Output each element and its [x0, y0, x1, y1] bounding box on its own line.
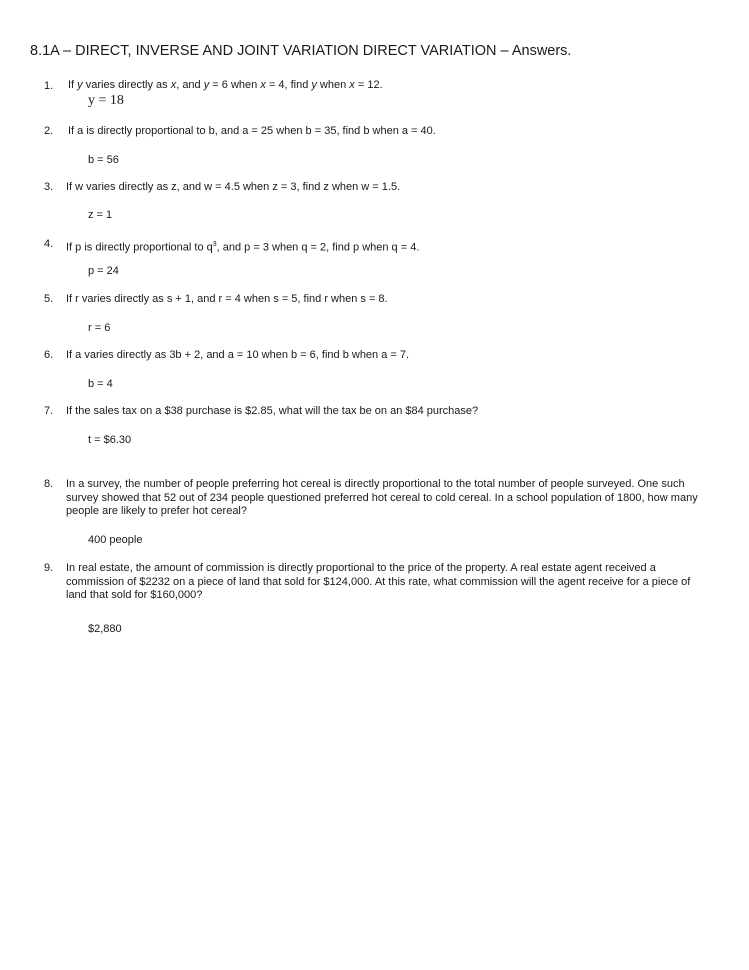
problem-number: 8. [44, 478, 54, 490]
problem-answer: b = 56 [88, 154, 119, 166]
problem-question: In real estate, the amount of commission is directly proportional to the price of the property. A real estate agent received a commission of $2232 on a piece of land that sold for $124,000. At this rate, what commission will the agent receive for a piece of land that sold for $160,000? [66, 562, 691, 601]
problem-answer: z = 1 [88, 209, 113, 221]
problem-question: In a survey, the number of people preferring hot cereal is directly proportional to the total number of people surveyed. One such survey showed that 52 out of 234 people questioned preferred hot cereal to cold cereal. In a school population of 1800, how many people are likely to prefer hot cereal? [66, 478, 698, 517]
page-title: 8.1A – DIRECT, INVERSE AND JOINT VARIATION DIRECT VARIATION – Answers. [30, 43, 572, 59]
problem-answer: y = 18 [88, 93, 124, 108]
problem-answer: $2,880 [88, 623, 122, 635]
problem-question: If w varies directly as z, and w = 4.5 when z = 3, find z when w = 1.5. [66, 181, 401, 193]
problem-answer: b = 4 [88, 378, 113, 390]
problem-number: 7. [44, 405, 54, 417]
problem-number: 1. [44, 80, 54, 92]
problem-number: 5. [44, 293, 54, 305]
problem-answer: t = $6.30 [88, 434, 132, 446]
problem-number: 2. [44, 125, 54, 137]
problem-question: If a is directly proportional to b, and a = 25 when b = 35, find b when a = 40. [68, 125, 436, 137]
problem-question: If the sales tax on a $38 purchase is $2.85, what will the tax be on an $84 purchase? [66, 405, 479, 417]
problem-number: 4. [44, 238, 54, 250]
problem-question: If p is directly proportional to $q^3$, and p = 3 when q = 2, find p when q = 4. [66, 241, 420, 254]
problem-number: 3. [44, 181, 54, 193]
problem-answer: p = 24 [88, 265, 119, 277]
problem-answer: 400 people [88, 534, 143, 546]
problem-question: If y varies directly as x, and y = 6 when x = 4, find y when x = 12. [68, 79, 383, 91]
problem-number: 9. [44, 562, 54, 574]
problem-question: If a varies directly as 3b + 2, and a = 10 when b = 6, find b when a = 7. [66, 349, 410, 361]
problem-question: If r varies directly as s + 1, and r = 4 when s = 5, find r when s = 8. [66, 293, 388, 305]
problem-number: 6. [44, 349, 54, 361]
problem-answer: r = 6 [88, 322, 111, 334]
